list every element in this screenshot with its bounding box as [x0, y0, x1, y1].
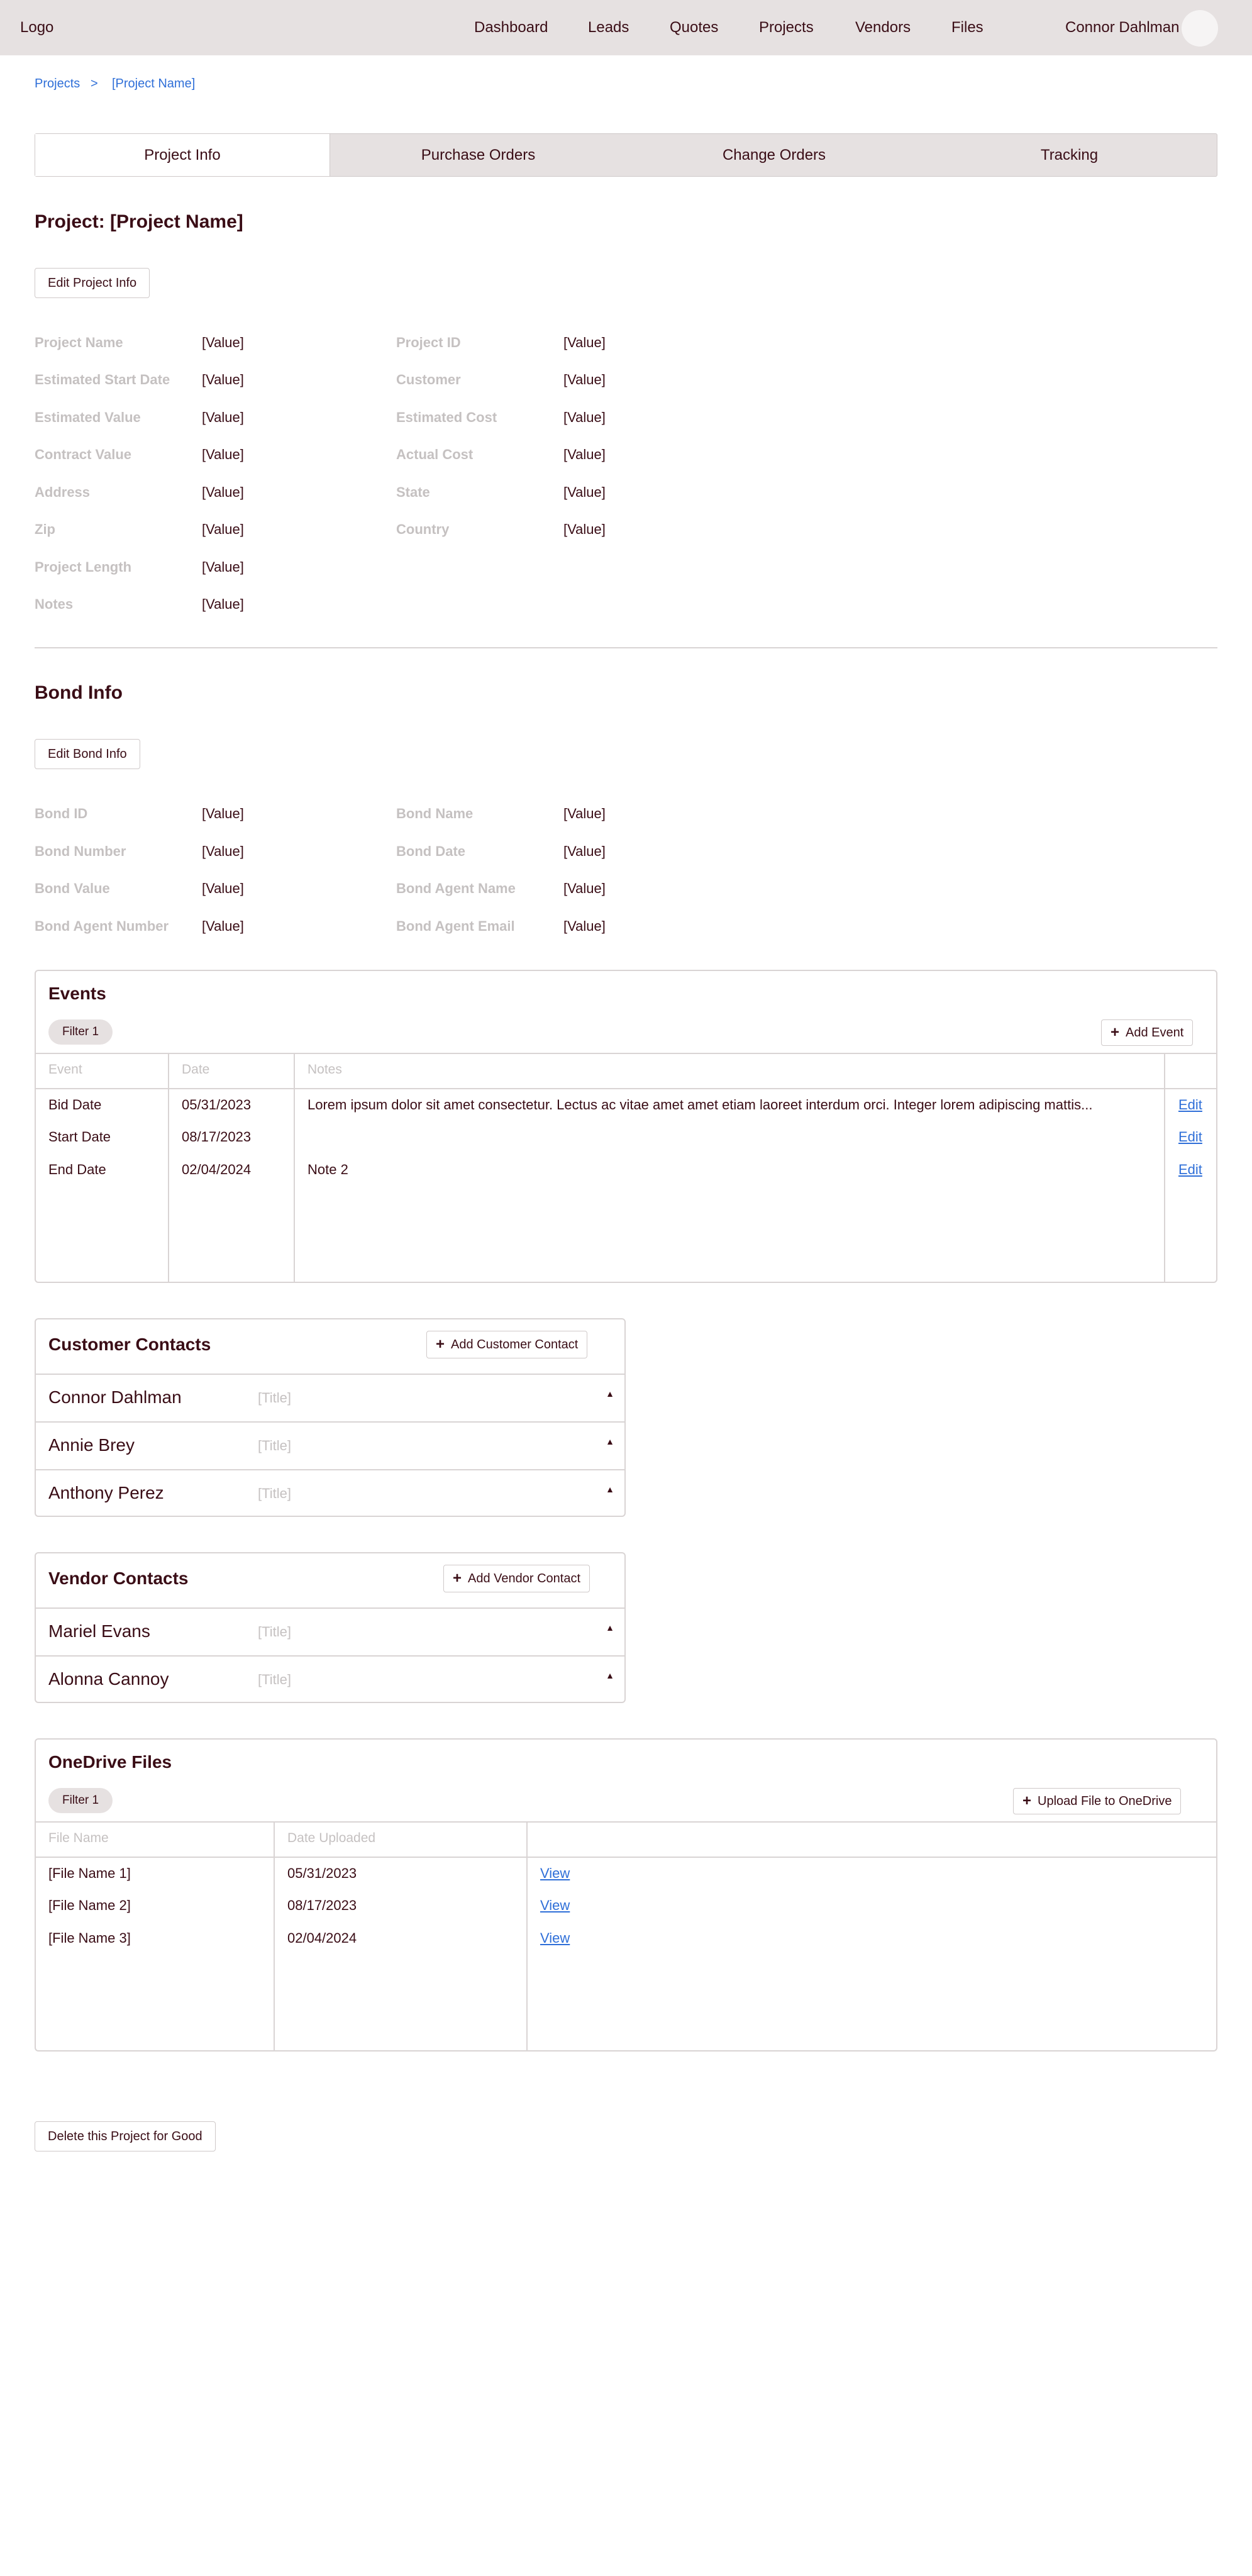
field-label: State [396, 484, 430, 500]
field-label: Bond Agent Number [35, 918, 169, 934]
column-divider [168, 1053, 169, 1283]
edit-event-link[interactable]: Edit [1178, 1129, 1202, 1145]
nav-quotes[interactable]: Quotes [670, 19, 719, 36]
event-name: End Date [48, 1162, 106, 1177]
contact-title: [Title] [258, 1624, 291, 1640]
edit-project-info-button[interactable]: Edit Project Info [35, 268, 150, 298]
contact-row[interactable] [36, 1421, 626, 1469]
contact-row[interactable] [36, 1469, 626, 1517]
file-date: 05/31/2023 [287, 1865, 357, 1881]
delete-project-button[interactable]: Delete this Project for Good [35, 2121, 216, 2151]
field-label: Project ID [396, 335, 461, 350]
field-value: [Value] [202, 447, 244, 462]
files-filter-chip[interactable]: Filter 1 [48, 1788, 113, 1813]
add-customer-contact-button[interactable] [426, 1331, 587, 1358]
event-notes: Note 2 [307, 1162, 348, 1177]
contact-title: [Title] [258, 1672, 291, 1687]
section-divider [35, 647, 1217, 648]
column-header-date: Date [182, 1062, 210, 1077]
contact-name: Anthony Perez [48, 1483, 164, 1502]
customer-contacts-card [35, 1318, 626, 1517]
page-title: Project: [Project Name] [35, 211, 243, 232]
file-name: [File Name 2] [48, 1897, 131, 1913]
event-date: 02/04/2024 [182, 1162, 252, 1177]
plus-icon: + [1022, 1792, 1032, 1809]
field-label: Bond ID [35, 806, 88, 821]
field-label: Project Name [35, 335, 123, 350]
field-label: Estimated Start Date [35, 372, 170, 387]
event-date: 08/17/2023 [182, 1129, 252, 1145]
logo[interactable]: Logo [20, 19, 54, 36]
contact-row[interactable] [36, 1374, 626, 1421]
field-value: [Value] [202, 559, 244, 575]
tab-purchase-orders[interactable]: Purchase Orders [421, 146, 536, 164]
tab-bar [35, 133, 1217, 177]
event-date: 05/31/2023 [182, 1097, 252, 1113]
vendor-contacts-title: Vendor Contacts [48, 1568, 189, 1588]
bond-info-title: Bond Info [35, 682, 123, 703]
events-title: Events [48, 984, 106, 1003]
field-label: Zip [35, 521, 55, 537]
add-vendor-contact-button[interactable] [443, 1565, 590, 1592]
field-value: [Value] [563, 372, 606, 387]
field-label: Customer [396, 372, 461, 387]
table-top-border [36, 1821, 1217, 1823]
field-value: [Value] [563, 447, 606, 462]
tab-change-orders[interactable]: Change Orders [722, 146, 826, 164]
column-header-event: Event [48, 1062, 82, 1077]
field-label: Estimated Value [35, 409, 141, 425]
column-header-date-uploaded: Date Uploaded [287, 1831, 376, 1845]
field-value: [Value] [563, 843, 606, 859]
field-value: [Value] [563, 521, 606, 537]
vendor-contacts-card [35, 1552, 626, 1703]
edit-event-link[interactable]: Edit [1178, 1162, 1202, 1177]
view-file-link[interactable]: View [540, 1865, 570, 1881]
field-label: Bond Agent Email [396, 918, 515, 934]
contact-row[interactable] [36, 1607, 626, 1655]
column-divider [274, 1821, 275, 2051]
view-file-link[interactable]: View [540, 1930, 570, 1946]
field-label: Bond Date [396, 843, 465, 859]
field-value: [Value] [202, 843, 244, 859]
events-filter-chip[interactable]: Filter 1 [48, 1019, 113, 1045]
field-label: Bond Value [35, 880, 110, 896]
field-label: Bond Name [396, 806, 474, 821]
contact-title: [Title] [258, 1438, 291, 1453]
field-value: [Value] [202, 880, 244, 896]
contact-name: Connor Dahlman [48, 1387, 182, 1407]
field-value: [Value] [202, 409, 244, 425]
upload-file-button[interactable] [1013, 1788, 1181, 1814]
file-name: [File Name 3] [48, 1930, 131, 1946]
table-top-border [36, 1053, 1217, 1054]
column-divider [526, 1821, 528, 2051]
event-notes: Lorem ipsum dolor sit amet consectetur. Lectus ac vitae amet amet etiam laoreet interdum orci. Integer lorem adipiscing mattis... [307, 1097, 1093, 1113]
column-divider [294, 1053, 295, 1283]
events-card [35, 970, 1217, 1283]
field-label: Estimated Cost [396, 409, 497, 425]
field-value: [Value] [202, 372, 244, 387]
nav-projects[interactable]: Projects [759, 19, 814, 36]
field-value: [Value] [563, 484, 606, 500]
tab-project-info[interactable]: Project Info [35, 134, 330, 176]
file-date: 02/04/2024 [287, 1930, 357, 1946]
column-divider [1164, 1053, 1165, 1283]
field-value: [Value] [563, 880, 606, 896]
event-name: Start Date [48, 1129, 111, 1145]
add-event-label: Add Event [1126, 1025, 1184, 1040]
user-name[interactable]: Connor Dahlman [1065, 19, 1180, 36]
caret-up-icon[interactable]: ▲ [606, 1670, 614, 1680]
table-header-border [36, 1857, 1217, 1858]
breadcrumb-separator: > [91, 77, 98, 91]
field-label: Bond Number [35, 843, 126, 859]
field-value: [Value] [202, 484, 244, 500]
event-name: Bid Date [48, 1097, 102, 1113]
nav-files[interactable]: Files [951, 19, 983, 36]
field-value: [Value] [202, 918, 244, 934]
contact-name: Mariel Evans [48, 1621, 150, 1641]
nav-leads[interactable]: Leads [588, 19, 629, 36]
top-nav-bar [0, 0, 1252, 55]
contact-title: [Title] [258, 1390, 291, 1406]
contact-name: Alonna Cannoy [48, 1669, 169, 1689]
nav-dashboard[interactable]: Dashboard [474, 19, 548, 36]
upload-file-label: Upload File to OneDrive [1038, 1794, 1172, 1808]
field-label: Address [35, 484, 91, 500]
field-value: [Value] [202, 806, 244, 821]
field-label: Notes [35, 596, 74, 612]
edit-event-link[interactable]: Edit [1178, 1097, 1202, 1113]
field-value: [Value] [202, 596, 244, 612]
table-header-border [36, 1088, 1217, 1089]
field-label: Country [396, 521, 450, 537]
add-customer-contact-label: Add Customer Contact [451, 1337, 579, 1352]
nav-vendors[interactable]: Vendors [855, 19, 911, 36]
plus-icon: + [453, 1570, 462, 1587]
contact-title: [Title] [258, 1485, 291, 1501]
edit-bond-info-button[interactable]: Edit Bond Info [35, 739, 140, 769]
field-value: [Value] [563, 918, 606, 934]
field-value: [Value] [202, 521, 244, 537]
tab-tracking[interactable]: Tracking [1040, 146, 1099, 164]
onedrive-files-card [35, 1738, 1217, 2051]
contact-row[interactable] [36, 1655, 626, 1703]
field-value: [Value] [563, 335, 606, 350]
field-label: Project Length [35, 559, 132, 575]
view-file-link[interactable]: View [540, 1897, 570, 1913]
customer-contacts-title: Customer Contacts [48, 1335, 211, 1354]
column-header-file-name: File Name [48, 1831, 109, 1845]
add-vendor-contact-label: Add Vendor Contact [468, 1571, 581, 1585]
field-value: [Value] [202, 335, 244, 350]
breadcrumb-projects[interactable]: Projects [35, 77, 80, 91]
caret-up-icon[interactable]: ▲ [606, 1623, 614, 1633]
file-name: [File Name 1] [48, 1865, 131, 1881]
plus-icon: + [436, 1336, 445, 1353]
field-label: Bond Agent Name [396, 880, 516, 896]
onedrive-files-title: OneDrive Files [48, 1752, 172, 1772]
field-label: Actual Cost [396, 447, 474, 462]
caret-up-icon[interactable]: ▲ [606, 1484, 614, 1494]
add-event-button[interactable] [1101, 1019, 1193, 1046]
column-header-notes: Notes [307, 1062, 342, 1077]
field-value: [Value] [563, 409, 606, 425]
caret-up-icon[interactable]: ▲ [606, 1436, 614, 1446]
file-date: 08/17/2023 [287, 1897, 357, 1913]
field-label: Contract Value [35, 447, 132, 462]
contact-name: Annie Brey [48, 1435, 135, 1455]
field-value: [Value] [563, 806, 606, 821]
plus-icon: + [1111, 1024, 1120, 1041]
caret-up-icon[interactable]: ▲ [606, 1389, 614, 1399]
breadcrumb-current[interactable]: [Project Name] [112, 77, 196, 91]
avatar[interactable] [1182, 10, 1218, 47]
